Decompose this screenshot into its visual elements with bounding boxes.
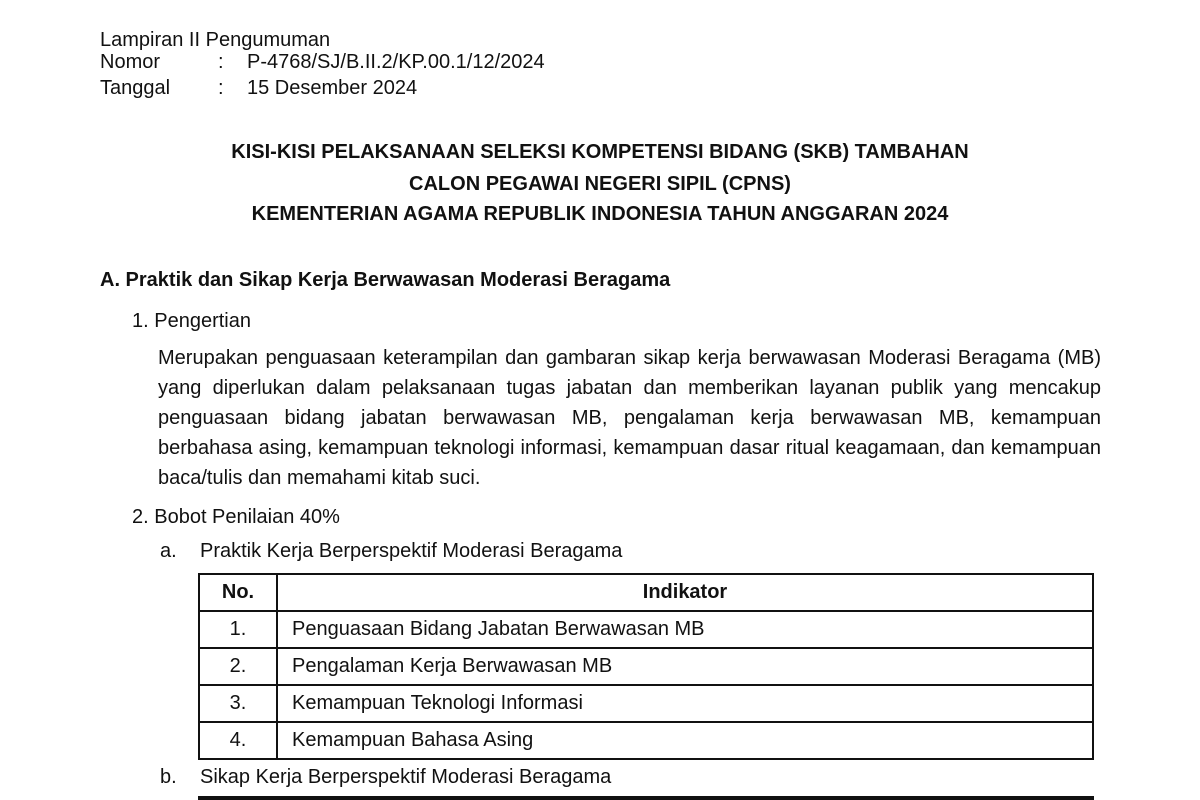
tanggal-separator: :	[218, 77, 224, 99]
sub-a-marker: a.	[160, 540, 177, 562]
next-table-top-border	[198, 796, 1094, 800]
section-a-heading: A. Praktik dan Sikap Kerja Berwawasan Moderasi Beragama	[100, 269, 671, 291]
nomor-separator: :	[218, 51, 224, 73]
sub-b-label: Sikap Kerja Berperspektif Moderasi Beragama	[200, 766, 612, 788]
sub-a-label: Praktik Kerja Berperspektif Moderasi Beragama	[200, 540, 623, 562]
row-number: 4.	[199, 722, 277, 759]
item-2-label: 2. Bobot Penilaian 40%	[132, 506, 340, 528]
nomor-label: Nomor	[100, 51, 161, 73]
tanggal-label: Tanggal	[100, 77, 171, 99]
row-number: 1.	[199, 611, 277, 648]
tanggal-value: 15 Desember 2024	[247, 77, 418, 99]
title-line-2: CALON PEGAWAI NEGERI SIPIL (CPNS)	[409, 173, 791, 195]
column-header-no: No.	[199, 574, 277, 611]
row-indikator: Kemampuan Bahasa Asing	[277, 722, 1093, 759]
title-line-1: KISI-KISI PELAKSANAAN SELEKSI KOMPETENSI BIDANG (SKB) TAMBAHAN	[231, 141, 969, 163]
title-line-3: KEMENTERIAN AGAMA REPUBLIK INDONESIA TAHUN ANGGARAN 2024	[251, 203, 949, 225]
table-row	[199, 611, 1093, 648]
table-header-row	[199, 574, 1093, 611]
row-indikator: Penguasaan Bidang Jabatan Berwawasan MB	[277, 611, 1093, 648]
definition-paragraph: Merupakan penguasaan keterampilan dan gambaran sikap kerja berwawasan Moderasi Beragama (MB) yang diperlukan dalam pelaksanaan tugas jabatan dan memberikan layanan publik yang mencakup penguasaan bidang jabatan berwawasan MB, pengalaman kerja berwawasan MB, kemampuan berbahasa asing, kemampuan teknologi informasi, kemampuan dasar ritual keagamaan, dan kemampuan baca/tulis dan memahami kitab suci.	[158, 347, 1101, 489]
row-indikator: Pengalaman Kerja Berwawasan MB	[277, 648, 1093, 685]
row-number: 2.	[199, 648, 277, 685]
item-1-label: 1. Pengertian	[132, 310, 251, 332]
row-number: 3.	[199, 685, 277, 722]
lampiran-label: Lampiran II Pengumuman	[100, 29, 331, 51]
row-indikator: Kemampuan Teknologi Informasi	[277, 685, 1093, 722]
table-row	[199, 722, 1093, 759]
table-row	[199, 685, 1093, 722]
table-row	[199, 648, 1093, 685]
column-header-indikator: Indikator	[277, 574, 1093, 611]
sub-b-marker: b.	[160, 766, 177, 788]
indicator-table	[198, 573, 1094, 760]
nomor-value: P-4768/SJ/B.II.2/KP.00.1/12/2024	[247, 51, 545, 73]
